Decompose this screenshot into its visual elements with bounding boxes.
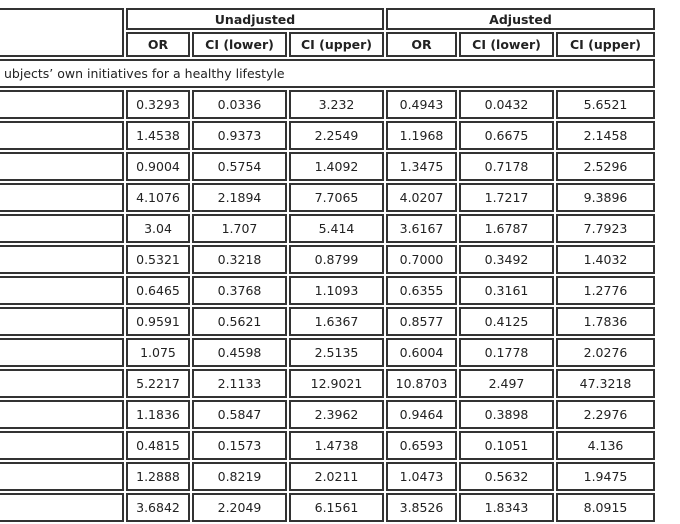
- row-label-cell: [0, 431, 124, 460]
- col-adj-or: OR: [386, 32, 457, 57]
- cell-unadj-or: 1.1836: [126, 400, 190, 429]
- section-label: ubjects’ own initiatives for a healthy lifestyle: [0, 59, 655, 88]
- cell-adj-or: 1.3475: [386, 152, 457, 181]
- cell-unadj-ci-lower: 0.8219: [192, 462, 287, 491]
- table-row: [0, 338, 655, 367]
- cell-adj-or: 10.8703: [386, 369, 457, 398]
- odds-ratio-table: [0, 6, 657, 524]
- cell-adj-or: 0.7000: [386, 245, 457, 274]
- cell-adj-ci-lower: 0.7178: [459, 152, 554, 181]
- cell-unadj-ci-lower: 0.0336: [192, 90, 287, 119]
- cell-adj-ci-lower: 2.497: [459, 369, 554, 398]
- cell-adj-ci-lower: 0.1778: [459, 338, 554, 367]
- cell-unadj-ci-lower: 0.1573: [192, 431, 287, 460]
- cell-adj-ci-upper: 2.5296: [556, 152, 655, 181]
- cell-unadj-ci-lower: 0.4598: [192, 338, 287, 367]
- cell-unadj-ci-lower: 0.5847: [192, 400, 287, 429]
- col-unadj-ci-upper: CI (upper): [289, 32, 384, 57]
- results-table-container: [0, 6, 657, 524]
- table-row: [0, 493, 655, 522]
- col-adj-ci-upper: CI (upper): [556, 32, 655, 57]
- cell-unadj-ci-upper: 2.0211: [289, 462, 384, 491]
- cell-unadj-ci-upper: 2.2549: [289, 121, 384, 150]
- cell-unadj-or: 1.075: [126, 338, 190, 367]
- cell-adj-ci-lower: 1.8343: [459, 493, 554, 522]
- cell-adj-ci-upper: 2.0276: [556, 338, 655, 367]
- row-label-cell: [0, 307, 124, 336]
- adjusted-group-header: Adjusted: [386, 8, 655, 30]
- row-label-cell: [0, 152, 124, 181]
- cell-unadj-ci-lower: 0.3218: [192, 245, 287, 274]
- cell-adj-ci-lower: 0.3492: [459, 245, 554, 274]
- table-row: [0, 276, 655, 305]
- table-row: [0, 152, 655, 181]
- table-row: [0, 369, 655, 398]
- cell-adj-ci-lower: 0.6675: [459, 121, 554, 150]
- cell-adj-ci-upper: 2.1458: [556, 121, 655, 150]
- cell-unadj-ci-lower: 2.2049: [192, 493, 287, 522]
- cell-adj-ci-lower: 0.1051: [459, 431, 554, 460]
- cell-unadj-or: 4.1076: [126, 183, 190, 212]
- row-label-cell: [0, 400, 124, 429]
- unadjusted-group-header: Unadjusted: [126, 8, 384, 30]
- cell-adj-or: 4.0207: [386, 183, 457, 212]
- cell-adj-ci-upper: 1.4032: [556, 245, 655, 274]
- cell-adj-or: 0.8577: [386, 307, 457, 336]
- cell-unadj-or: 0.9004: [126, 152, 190, 181]
- table-row: [0, 462, 655, 491]
- cell-adj-ci-upper: 8.0915: [556, 493, 655, 522]
- cell-adj-or: 0.6593: [386, 431, 457, 460]
- cell-unadj-ci-lower: 0.5754: [192, 152, 287, 181]
- section-row: [0, 59, 655, 88]
- cell-unadj-ci-upper: 1.4092: [289, 152, 384, 181]
- cell-unadj-or: 3.6842: [126, 493, 190, 522]
- cell-adj-or: 0.6004: [386, 338, 457, 367]
- cell-unadj-ci-upper: 1.4738: [289, 431, 384, 460]
- row-label-cell: [0, 493, 124, 522]
- cell-adj-ci-lower: 0.0432: [459, 90, 554, 119]
- cell-unadj-ci-lower: 2.1133: [192, 369, 287, 398]
- cell-adj-ci-lower: 0.3898: [459, 400, 554, 429]
- cell-adj-or: 1.1968: [386, 121, 457, 150]
- cell-adj-ci-lower: 0.3161: [459, 276, 554, 305]
- cell-adj-or: 0.4943: [386, 90, 457, 119]
- cell-unadj-or: 0.5321: [126, 245, 190, 274]
- row-label-cell: [0, 183, 124, 212]
- cell-unadj-or: 5.2217: [126, 369, 190, 398]
- cell-unadj-ci-upper: 0.8799: [289, 245, 384, 274]
- cell-adj-ci-lower: 1.6787: [459, 214, 554, 243]
- row-label-cell: [0, 121, 124, 150]
- cell-adj-or: 3.6167: [386, 214, 457, 243]
- cell-unadj-ci-upper: 1.1093: [289, 276, 384, 305]
- cell-unadj-ci-lower: 2.1894: [192, 183, 287, 212]
- cell-adj-ci-upper: 7.7923: [556, 214, 655, 243]
- table-row: [0, 183, 655, 212]
- cell-adj-or: 3.8526: [386, 493, 457, 522]
- table-row: [0, 214, 655, 243]
- row-label-cell: [0, 338, 124, 367]
- cell-unadj-ci-lower: 0.3768: [192, 276, 287, 305]
- row-label-cell: [0, 369, 124, 398]
- cell-adj-or: 1.0473: [386, 462, 457, 491]
- row-label-cell: [0, 245, 124, 274]
- cell-adj-ci-lower: 0.4125: [459, 307, 554, 336]
- cell-unadj-ci-upper: 2.5135: [289, 338, 384, 367]
- group-header-row: [0, 8, 655, 30]
- cell-adj-ci-upper: 1.9475: [556, 462, 655, 491]
- cell-adj-ci-upper: 47.3218: [556, 369, 655, 398]
- cell-unadj-ci-lower: 1.707: [192, 214, 287, 243]
- row-label-cell: [0, 276, 124, 305]
- cell-adj-or: 0.6355: [386, 276, 457, 305]
- cell-adj-ci-lower: 0.5632: [459, 462, 554, 491]
- cell-unadj-ci-lower: 0.5621: [192, 307, 287, 336]
- cell-unadj-ci-upper: 3.232: [289, 90, 384, 119]
- cell-unadj-ci-upper: 2.3962: [289, 400, 384, 429]
- table-row: [0, 431, 655, 460]
- table-row: [0, 90, 655, 119]
- cell-unadj-or: 0.4815: [126, 431, 190, 460]
- cell-unadj-or: 1.2888: [126, 462, 190, 491]
- cell-adj-or: 0.9464: [386, 400, 457, 429]
- table-row: [0, 307, 655, 336]
- cell-adj-ci-lower: 1.7217: [459, 183, 554, 212]
- cell-unadj-ci-upper: 5.414: [289, 214, 384, 243]
- cell-adj-ci-upper: 1.2776: [556, 276, 655, 305]
- table-row: [0, 245, 655, 274]
- cell-unadj-or: 0.9591: [126, 307, 190, 336]
- cell-unadj-ci-upper: 1.6367: [289, 307, 384, 336]
- cell-adj-ci-upper: 9.3896: [556, 183, 655, 212]
- row-label-cell: [0, 462, 124, 491]
- col-unadj-ci-lower: CI (lower): [192, 32, 287, 57]
- cell-unadj-or: 3.04: [126, 214, 190, 243]
- cell-unadj-or: 0.3293: [126, 90, 190, 119]
- cell-adj-ci-upper: 4.136: [556, 431, 655, 460]
- cell-unadj-ci-lower: 0.9373: [192, 121, 287, 150]
- row-label-cell: [0, 90, 124, 119]
- cell-unadj-or: 1.4538: [126, 121, 190, 150]
- cell-adj-ci-upper: 1.7836: [556, 307, 655, 336]
- col-unadj-or: OR: [126, 32, 190, 57]
- cell-adj-ci-upper: 5.6521: [556, 90, 655, 119]
- cell-unadj-or: 0.6465: [126, 276, 190, 305]
- row-label-header: [0, 8, 124, 57]
- table-row: [0, 121, 655, 150]
- table-row: [0, 400, 655, 429]
- cell-unadj-ci-upper: 12.9021: [289, 369, 384, 398]
- cell-unadj-ci-upper: 7.7065: [289, 183, 384, 212]
- row-label-cell: [0, 214, 124, 243]
- cell-adj-ci-upper: 2.2976: [556, 400, 655, 429]
- col-adj-ci-lower: CI (lower): [459, 32, 554, 57]
- cell-unadj-ci-upper: 6.1561: [289, 493, 384, 522]
